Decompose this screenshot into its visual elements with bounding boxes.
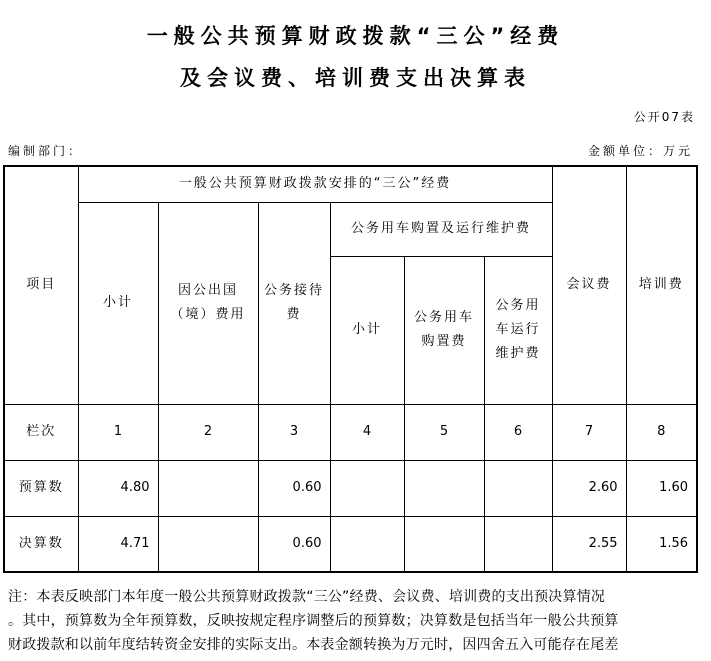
cell: 0.60 (258, 516, 330, 572)
header-training: 培训费 (626, 166, 697, 404)
footnote-line: 财政拨款和以前年度结转资金安排的实际支出。本表金额转换为万元时，因四舍五入可能存在尾差 (8, 637, 619, 653)
cell: 4.71 (78, 516, 158, 572)
form-code: 公开07表 (633, 110, 695, 124)
cell (330, 516, 404, 572)
header-abroad: 因公出国（境）费用 (158, 202, 258, 404)
header-vehicle-group: 公务用车购置及运行维护费 (330, 202, 552, 256)
cell (484, 516, 552, 572)
footnote-line: 。其中，预算数为全年预算数，反映按规定程序调整后的预算数；决算数是包括当年一般公共预算 (8, 613, 619, 629)
cell: 4 (330, 404, 404, 460)
cell: 2 (158, 404, 258, 460)
cell (484, 460, 552, 516)
header-subtotal: 小计 (78, 202, 158, 404)
row-label: 决算数 (4, 516, 78, 572)
header-sangong-group: 一般公共预算财政拨款安排的“三公”经费 (78, 166, 552, 202)
header-vehicle-subtotal: 小计 (330, 256, 404, 404)
report-title-line-1: 一般公共预算财政拨款“三公”经费 (146, 24, 565, 48)
table-row-actual (4, 516, 697, 572)
cell: 8 (626, 404, 697, 460)
cell: 0.60 (258, 460, 330, 516)
cell: 6 (484, 404, 552, 460)
cell (158, 516, 258, 572)
header-vehicle-operation: 公务用车运行维护费 (484, 256, 552, 404)
cell (158, 460, 258, 516)
cell: 1.56 (626, 516, 697, 572)
footnote (8, 585, 708, 657)
table-row-column-numbers (4, 404, 697, 460)
cell: 7 (552, 404, 626, 460)
header-item: 项目 (4, 166, 78, 404)
dept-label: 编制部门： (8, 144, 84, 158)
unit-label: 金额单位：万元 (587, 144, 693, 158)
cell: 2.55 (552, 516, 626, 572)
cell (404, 460, 484, 516)
cell (330, 460, 404, 516)
cell: 3 (258, 404, 330, 460)
cell: 1 (78, 404, 158, 460)
row-label: 预算数 (4, 460, 78, 516)
table-row-budget (4, 460, 697, 516)
footnote-line: 注：本表反映部门本年度一般公共预算财政拨款“三公”经费、会议费、培训费的支出预决算情况 (8, 589, 606, 605)
report-title-line-2: 及会议费、培训费支出决算表 (180, 66, 531, 90)
cell (404, 516, 484, 572)
cell: 2.60 (552, 460, 626, 516)
expense-table (3, 165, 698, 573)
row-label: 栏次 (4, 404, 78, 460)
cell: 4.80 (78, 460, 158, 516)
cell: 1.60 (626, 460, 697, 516)
header-reception: 公务接待费 (258, 202, 330, 404)
header-meeting: 会议费 (552, 166, 626, 404)
cell: 5 (404, 404, 484, 460)
header-vehicle-purchase: 公务用车购置费 (404, 256, 484, 404)
